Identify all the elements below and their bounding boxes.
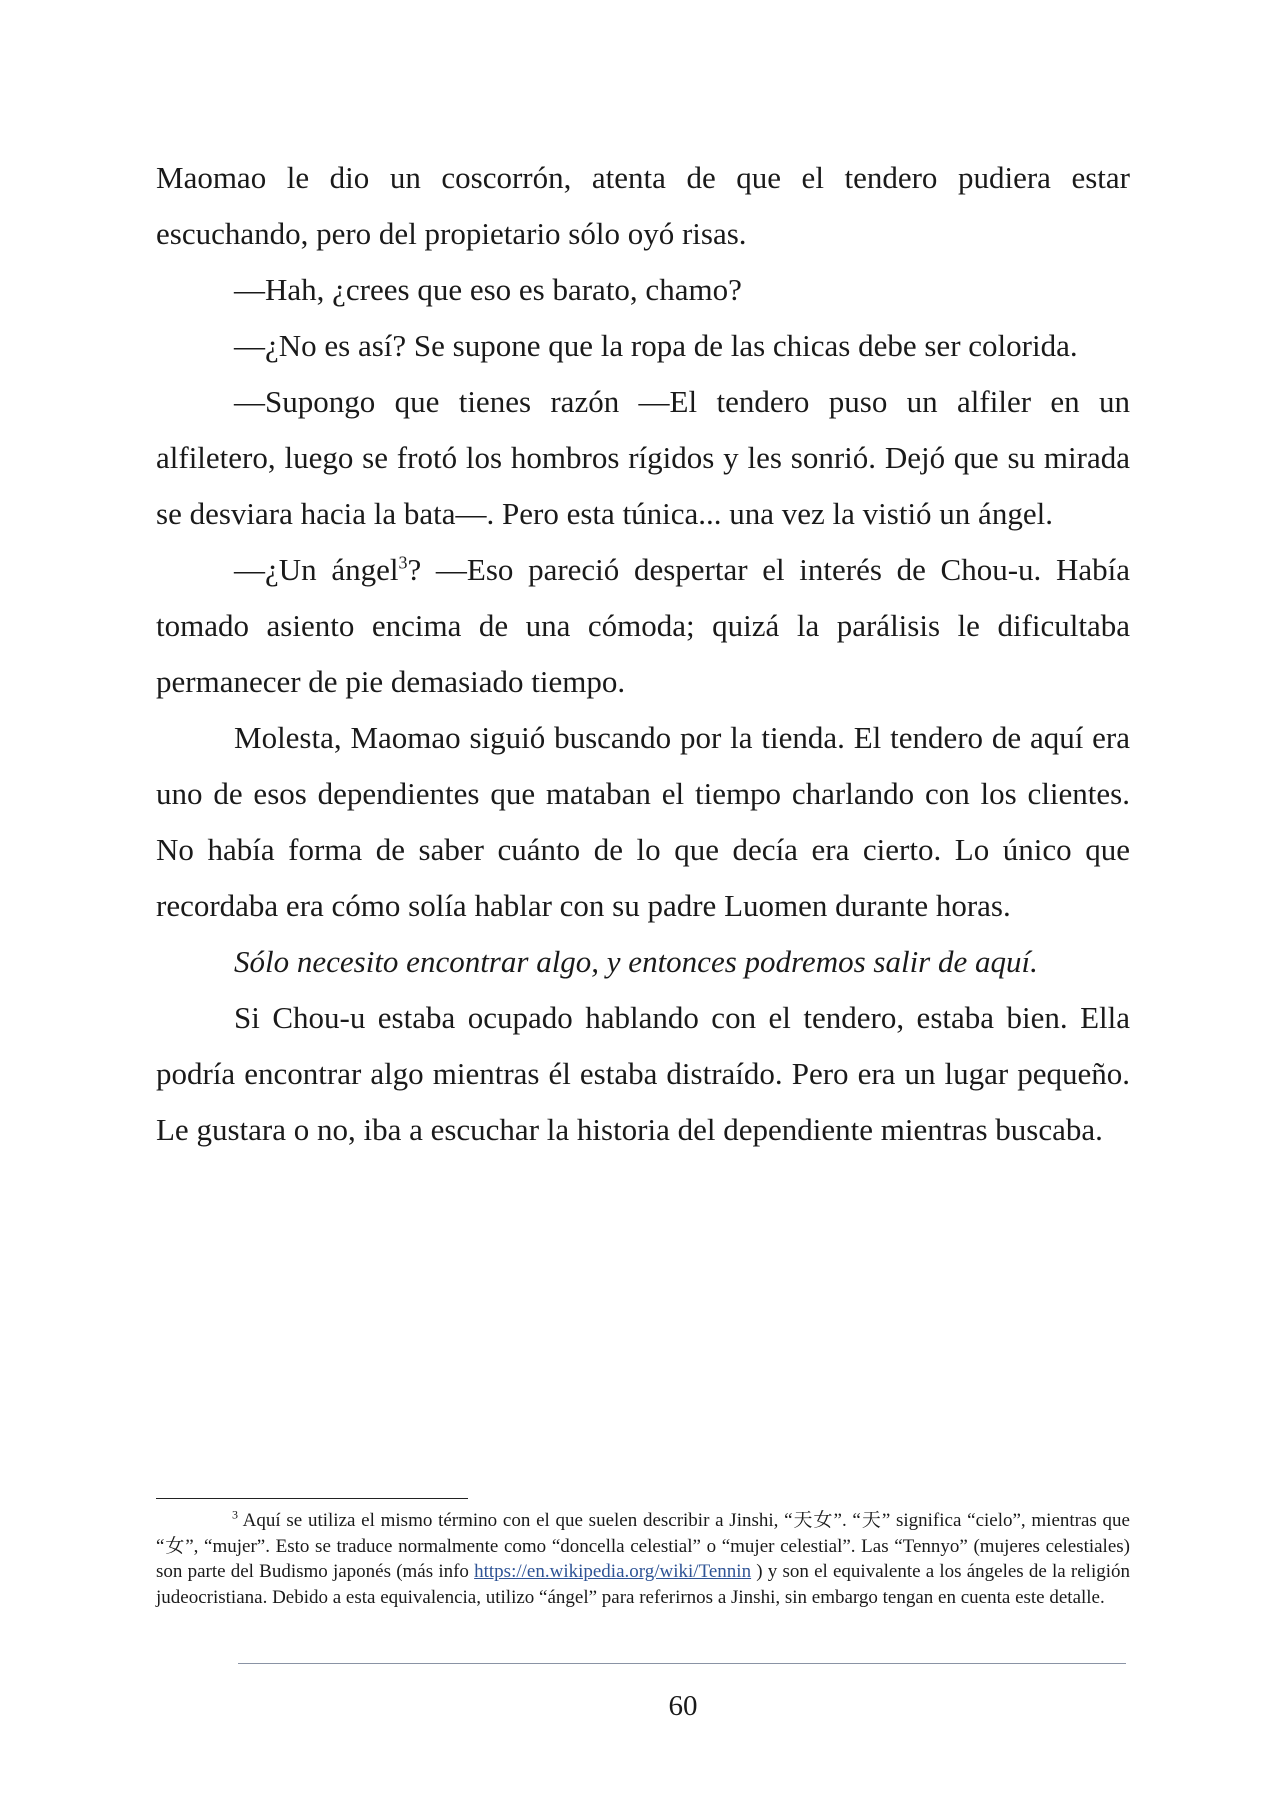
paragraph-5-before-ref: —¿Un ángel	[234, 552, 399, 587]
body-text	[156, 150, 1130, 1158]
footnote-text-before-link: Aquí se utiliza el mismo término con el que suelen describir a Jinshi, “天女”. “天” significa “cielo”, mientras que “女”, “mujer”. Esto se traduce normalmente como “doncella celestial” o “mujer celestial”. Las “Tennyo” (mujeres celestiales) son parte del Budismo japonés (más info	[156, 1510, 1130, 1582]
paragraph-5	[156, 542, 1130, 710]
footnote-reference[interactable]: 3	[398, 552, 408, 573]
footnote-marker: 3	[232, 1507, 238, 1522]
paragraph-8: Si Chou-u estaba ocupado hablando con el tendero, estaba bien. Ella podría encontrar algo mientras él estaba distraído. Pero era un lugar pequeño. Le gustara o no, iba a escuchar la historia del dependiente mientras buscaba.	[156, 1000, 1130, 1147]
footnote	[156, 1508, 1130, 1610]
footnote-text	[156, 1508, 1130, 1610]
paragraph-2: —Hah, ¿crees que eso es barato, chamo?	[234, 272, 742, 307]
paragraph-3: —¿No es así? Se supone que la ropa de las chicas debe ser colorida.	[234, 328, 1078, 363]
paragraph-1: Maomao le dio un coscorrón, atenta de que el tendero pudiera estar escuchando, pero del propietario sólo oyó risas.	[156, 160, 1130, 251]
paragraph-5-after-ref: ? —Eso pareció despertar el interés de Chou-u. Había tomado asiento encima de una cómoda; quizá la parálisis le dificultaba permanecer de pie demasiado tiempo.	[156, 552, 1131, 699]
page-footer-rule	[238, 1663, 1126, 1664]
paragraph-4: —Supongo que tienes razón —El tendero puso un alfiler en un alfiletero, luego se frotó los hombros rígidos y les sonrió. Dejó que su mirada se desviara hacia la bata—. Pero esta túnica... una vez la vistió un ángel.	[156, 384, 1130, 531]
paragraph-7-thought: Sólo necesito encontrar algo, y entonces podremos salir de aquí.	[234, 944, 1038, 979]
footnote-link[interactable]: https://en.wikipedia.org/wiki/Tennin	[474, 1561, 752, 1582]
footnote-text-after-link: ) y son el equivalente a los ángeles de la religión judeocristiana. Debido a esta equivalencia, utilizo “ángel” para referirnos a Jinshi, sin embargo tengan en cuenta este detalle.	[156, 1561, 1131, 1608]
page-number: 60	[668, 1690, 698, 1722]
paragraph-6: Molesta, Maomao siguió buscando por la tienda. El tendero de aquí era uno de esos dependientes que mataban el tiempo charlando con los clientes. No había forma de saber cuánto de lo que decía era cierto. Lo único que recordaba era cómo solía hablar con su padre Luomen durante horas.	[156, 720, 1130, 923]
footnote-separator	[156, 1498, 468, 1499]
